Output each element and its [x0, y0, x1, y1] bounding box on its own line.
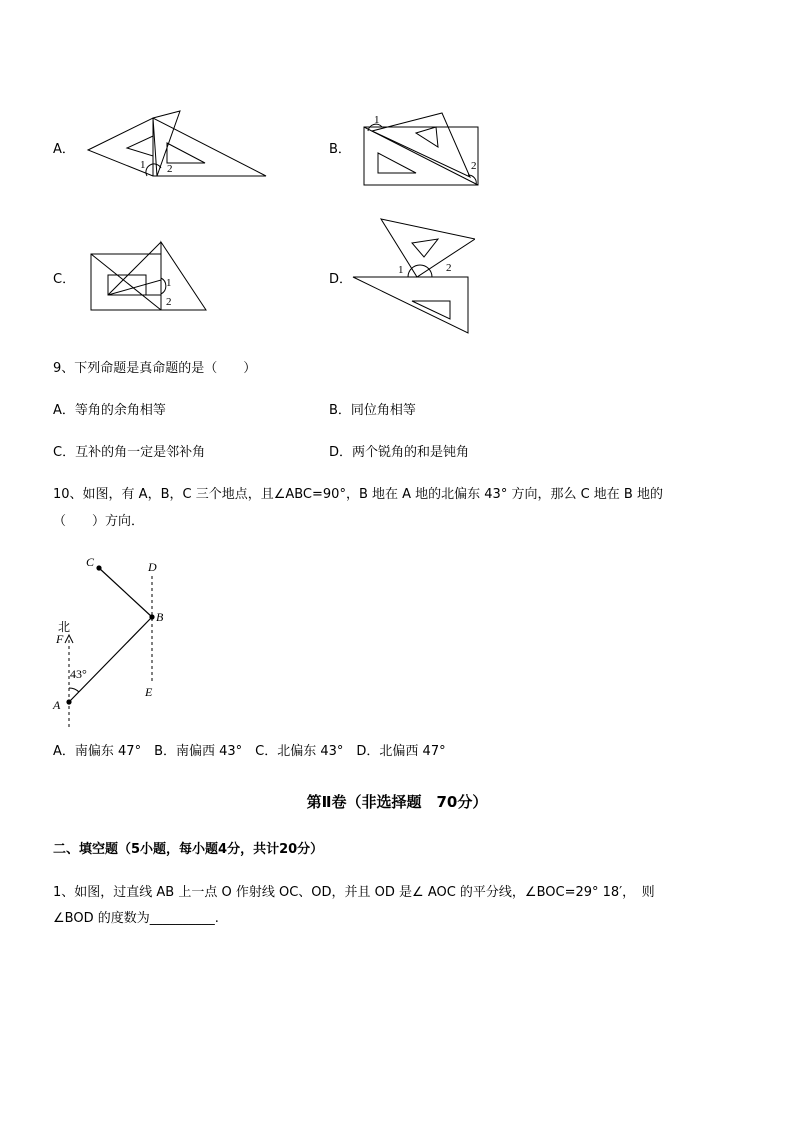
angle-43-label: 43°	[70, 667, 87, 681]
option-d-label: D．	[329, 272, 353, 287]
q9-option-b: B．同位角相等	[329, 403, 416, 418]
q9-option-c: C．互补的角一定是邻补角	[53, 445, 206, 460]
north-label: 北	[58, 620, 71, 634]
q10-stem-line1: 10、如图，有 A，B，C 三个地点，且∠ABC=90°，B 地在 A 地的北偏东 43° 方向，那么 C 地在 B 地的	[53, 487, 663, 502]
q10-stem-line2: （ ）方向．	[53, 514, 145, 529]
point-a-label: A	[53, 698, 61, 712]
option-d-angle-2: 2	[446, 262, 452, 274]
point-e-label: E	[145, 685, 153, 699]
q9-option-a: A．等角的余角相等	[53, 403, 166, 418]
option-c-angle-2: 2	[166, 296, 172, 308]
part2-title: 第Ⅱ卷（非选择题 70分）	[306, 793, 488, 811]
option-a-angle-1: 1	[140, 159, 146, 171]
option-c-angle-1: 1	[166, 277, 172, 289]
q10-direction-figure	[48, 550, 178, 730]
point-d-label: D	[148, 560, 157, 574]
q10-options: A．南偏东 47° B．南偏西 43° C．北偏东 43° D．北偏西 47°	[53, 744, 446, 759]
point-b-label: B	[156, 610, 164, 624]
section-title: 二、填空题（5小题，每小题4分，共计20分）	[53, 842, 324, 857]
q9-option-d: D．两个锐角的和是钝角	[329, 445, 470, 460]
option-b-label: B．	[329, 142, 351, 157]
option-c-label: C．	[53, 272, 76, 287]
option-a-angle-2: 2	[167, 163, 173, 175]
q9-stem: 9、下列命题是真命题的是（ ）	[53, 361, 257, 376]
point-c-label: C	[86, 555, 95, 569]
option-b-angle-2: 2	[471, 160, 477, 172]
option-b-angle-1: 1	[374, 114, 380, 126]
fill1-line1: 1、如图，过直线 AB 上一点 O 作射线 OC、OD，并且 OD 是∠ AOC 的平分线，∠BOC=29° 18′， 则	[53, 885, 655, 900]
option-c-figure	[88, 240, 208, 315]
option-d-angle-1: 1	[398, 264, 404, 276]
point-f-label: F	[56, 632, 64, 646]
fill1-line2: ∠BOD 的度数为__________.	[53, 911, 219, 926]
option-b-figure	[360, 105, 482, 190]
option-d-figure	[350, 215, 475, 337]
option-a-label: A．	[53, 142, 75, 157]
option-a-figure	[85, 108, 270, 180]
